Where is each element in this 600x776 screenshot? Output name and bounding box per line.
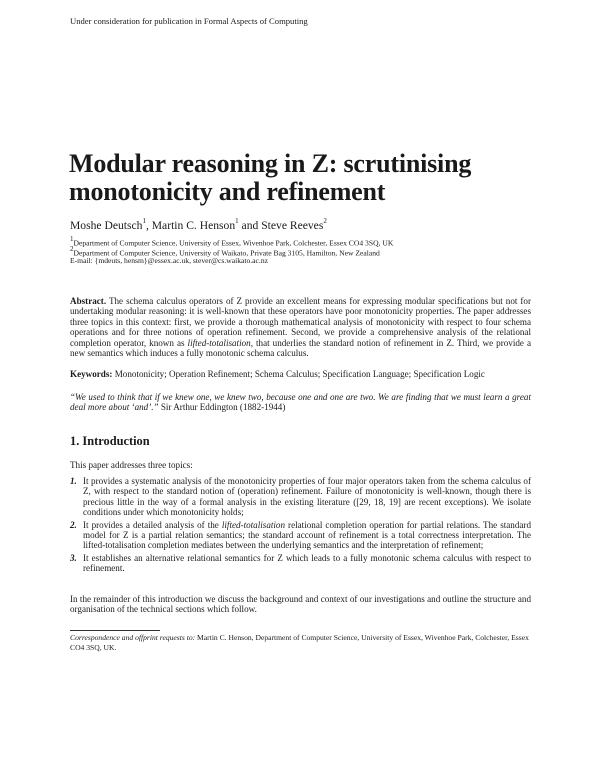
footnote-label: Correspondence and offprint requests to:	[70, 633, 196, 642]
topics-list	[70, 476, 531, 576]
list-item-emphasis: lifted-totalisation	[221, 519, 286, 530]
epigraph	[70, 392, 531, 413]
email-line: E-mail: {mdeuts, hensm}@essex.ac.uk, stever@cs.waikato.ac.nz	[70, 256, 268, 265]
list-item-text: relational completion operation for partial relations. The standard model for Z is a partial relation semantics; the standard account of refinement is a total correctness interpretation. The lifted-totalisation completion mediates between the underlying semantics and the interpretation of refinement;	[83, 519, 532, 551]
affiliation-mark: 2	[70, 245, 74, 253]
author-affiliation-mark: 1	[235, 217, 239, 225]
list-number: 1.	[70, 476, 77, 486]
paper-title: Modular reasoning in Z: scrutinising monotonicity and refinement	[69, 149, 472, 206]
abstract	[70, 296, 531, 358]
affiliation-mark: 1	[70, 235, 74, 243]
list-item	[70, 520, 531, 551]
author-separator: ,	[145, 218, 152, 232]
affiliation-text: Department of Computer Science, University of Waikato, Private Bag 3105, Hamilton, New Zealand	[73, 248, 380, 258]
keywords-label: Keywords:	[70, 369, 113, 379]
keywords-text: Monotonicity; Operation Refinement; Schema Calculus; Specification Language; Specification Logic	[112, 369, 485, 379]
footnote-text: Martin C. Henson, Department of Computer Science, University of Essex, Wivenhoe Park, Colchester, Essex CO4 3SQ, UK.	[70, 633, 529, 653]
list-number: 3.	[70, 552, 77, 563]
list-item-text: It provides a detailed analysis of the	[83, 519, 222, 530]
remainder-paragraph: In the remainder of this introduction we discuss the background and context of our investigations and outline the structure and organisation of the technical sections which follow.	[70, 594, 531, 615]
epigraph-attribution: Sir Arthur Eddington (1882-1944)	[158, 402, 286, 413]
author-separator: and	[238, 218, 262, 232]
list-item-text: It provides a systematic analysis of the monotonicity properties of four major operators taken from the schema calculus of Z, with respect to the standard notion of (operation) refinement. Failure of monotonicity is well-known, though there is precious little in the way of a formal analysis in the existing literature ([29, 18, 19] are recent exceptions). We isolate conditions under which monotonicity holds;	[83, 476, 531, 518]
list-item	[70, 553, 531, 574]
epigraph-quote: “We used to think that if we knew one, we knew two, because one and one are two. We are finding that we must learn a great deal more about ‘and’.”	[70, 392, 531, 413]
author-list	[70, 218, 327, 232]
abstract-emphasis: lifted-totalisation	[187, 337, 251, 348]
abstract-text: The schema calculus operators of Z provide an excellent means for expressing modular specifications but not for undertaking modular reasoning: it is well-known that these operators have poor monotonicity properties. The paper addresses three topics in this context: first, we provide a thorough mathematical analysis of monotonicity with respect to four schema operations and for three notions of operation refinement. Second, we provide a comprehensive analysis of the relational completion operator, known as	[70, 296, 531, 348]
section-heading: 1. Introduction	[70, 434, 150, 448]
footnote	[70, 633, 530, 654]
author-name: Steve Reeves	[261, 218, 324, 232]
author-name: Moshe Deutsch	[70, 218, 143, 232]
abstract-text: , that underlies the standard notion of refinement in Z. Third, we provide a new semantics which induces a fully monotonic schema calculus.	[70, 337, 531, 359]
keywords	[70, 369, 531, 379]
intro-text: This paper addresses three topics:	[70, 460, 193, 470]
affiliation-text: Department of Computer Science, University of Essex, Wivenhoe Park, Colchester, Essex CO4 3SQ, UK	[73, 238, 394, 248]
author-name: Martin C. Henson	[151, 218, 236, 232]
list-item-text: It establishes an alternative relational semantics for Z which leads to a fully monotonic schema calculus with respect to refinement.	[83, 552, 531, 574]
running-head: Under consideration for publication in Formal Aspects of Computing	[70, 16, 308, 26]
abstract-label: Abstract.	[70, 296, 107, 306]
list-item	[70, 476, 531, 518]
list-number: 2.	[70, 519, 77, 530]
author-affiliation-mark: 2	[323, 217, 327, 225]
author-affiliation-mark: 1	[142, 217, 146, 225]
footnote-rule	[70, 630, 160, 631]
